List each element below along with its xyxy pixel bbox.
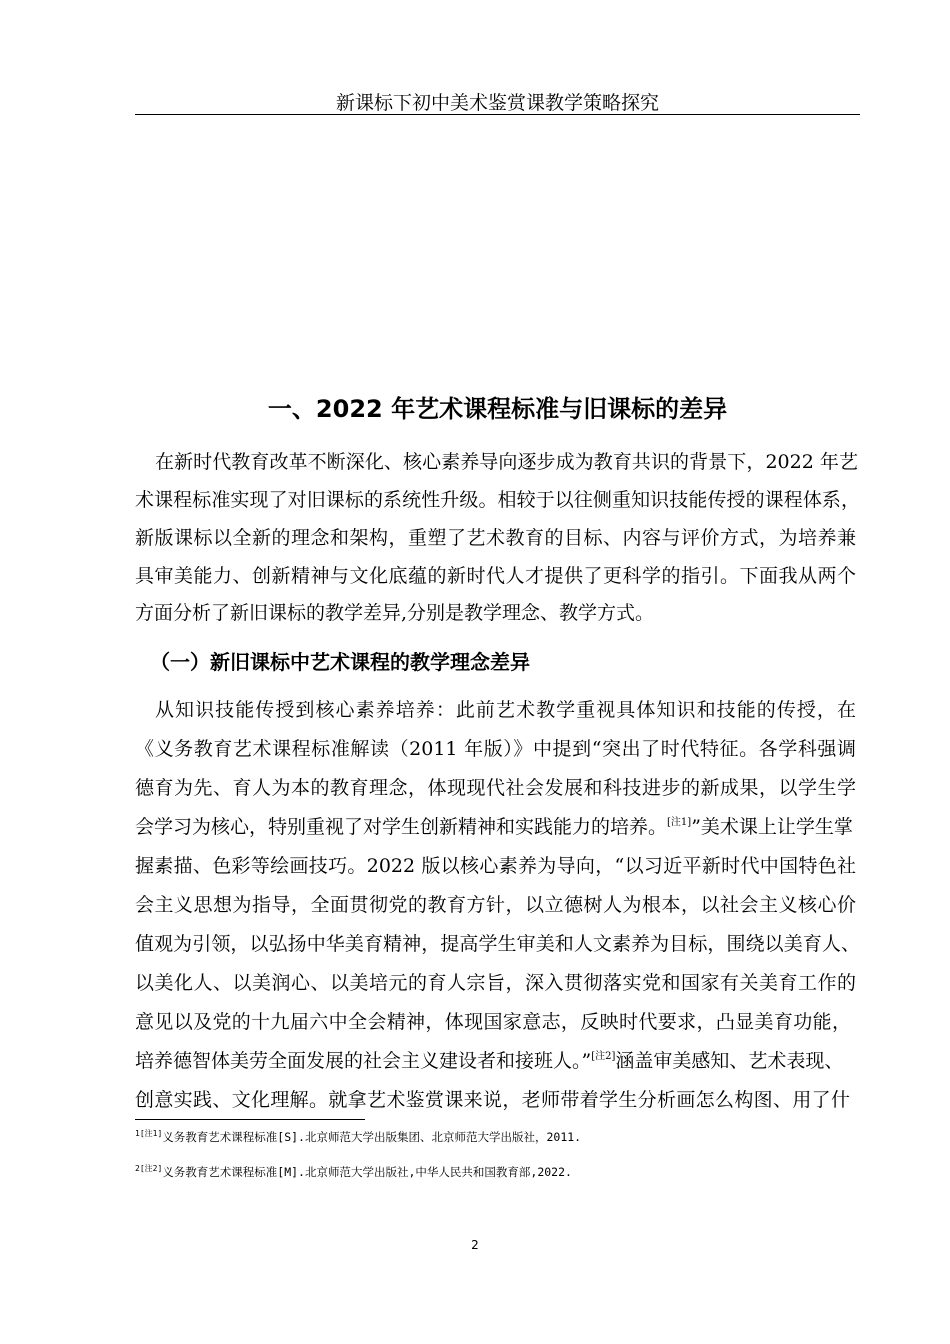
body-line: 会主义思想为指导，全面贯彻党的教育方针，以立德树人为根本，以社会主义核心价: [135, 894, 856, 916]
footnote-2: [135, 1164, 572, 1180]
body-line: 意见以及党的十九届六中全会精神，体现国家意志，反映时代要求，凸显美育功能，: [135, 1011, 851, 1033]
footnote-mark: 2: [135, 1164, 140, 1173]
citation-marker: [注1]: [667, 817, 692, 828]
footnote-divider: [135, 1119, 365, 1120]
page-number: 2: [471, 1238, 479, 1252]
citation-marker: [注2]: [591, 1051, 616, 1062]
body-text: ”美术课上让学生掌: [691, 816, 853, 838]
section-heading: 一、2022 年艺术课程标准与旧课标的差异: [267, 395, 728, 423]
body-line: 值观为引领，以弘扬中华美育精神，提高学生审美和人文素养为目标，围绕以美育人、: [135, 933, 860, 955]
footnote-text: 义务教育艺术课程标准[S].北京师范大学出版集团、北京师范大学出版社，2011.: [162, 1130, 582, 1144]
header-divider: [135, 114, 860, 115]
intro-line: 方面分析了新旧课标的教学差异,分别是教学理念、教学方式。: [135, 602, 655, 624]
intro-line: 在新时代教育改革不断深化、核心素养导向逐步成为教育共识的背景下，2022 年艺: [155, 451, 858, 473]
intro-line: 新版课标以全新的理念和架构，重塑了艺术教育的目标、内容与评价方式，为培养兼: [135, 527, 856, 549]
body-text: 会学习为核心，特别重视了对学生创新精神和实践能力的培养。: [135, 816, 668, 838]
body-line: [135, 1049, 843, 1073]
subsection-heading: （一）新旧课标中艺术课程的教学理念差异: [150, 650, 530, 674]
body-text: 涵盖审美感知、艺术表现、: [615, 1050, 844, 1072]
footnote-ref: [注1]: [139, 1129, 163, 1138]
body-text: 培养德智体美劳全面发展的社会主义建设者和接班人。”: [135, 1050, 592, 1072]
running-header-title: 新课标下初中美术鉴赏课教学策略探究: [335, 92, 659, 114]
footnote-ref: [注2]: [139, 1164, 163, 1173]
intro-line: 具审美能力、创新精神与文化底蕴的新时代人才提供了更科学的指引。下面我从两个: [135, 565, 856, 587]
footnote-1: [135, 1129, 581, 1145]
body-line: 从知识技能传授到核心素养培养：此前艺术教学重视具体知识和技能的传授，在: [155, 699, 856, 721]
intro-line: 术课程标准实现了对旧课标的系统性升级。相较于以往侧重知识技能传授的课程体系，: [135, 489, 860, 511]
footnote-text: 义务教育艺术课程标准[M].北京师范大学出版社,中华人民共和国教育部,2022.: [162, 1165, 572, 1179]
body-line: [135, 815, 853, 839]
body-line: 握素描、色彩等绘画技巧。2022 版以核心素养为导向，“以习近平新时代中国特色社: [135, 855, 856, 877]
body-line: 德育为先、育人为本的教育理念，体现现代社会发展和科技进步的新成果，以学生学: [135, 777, 856, 799]
body-line: 《义务教育艺术课程标准解读（2011 年版）》中提到“突出了时代特征。各学科强调: [135, 738, 856, 760]
body-line: 以美化人、以美润心、以美培元的育人宗旨，深入贯彻落实党和国家有关美育工作的: [135, 972, 856, 994]
footnote-mark: 1: [135, 1129, 140, 1138]
body-line: 创意实践、文化理解。就拿艺术鉴赏课来说，老师带着学生分析画怎么构图、用了什: [135, 1089, 850, 1111]
